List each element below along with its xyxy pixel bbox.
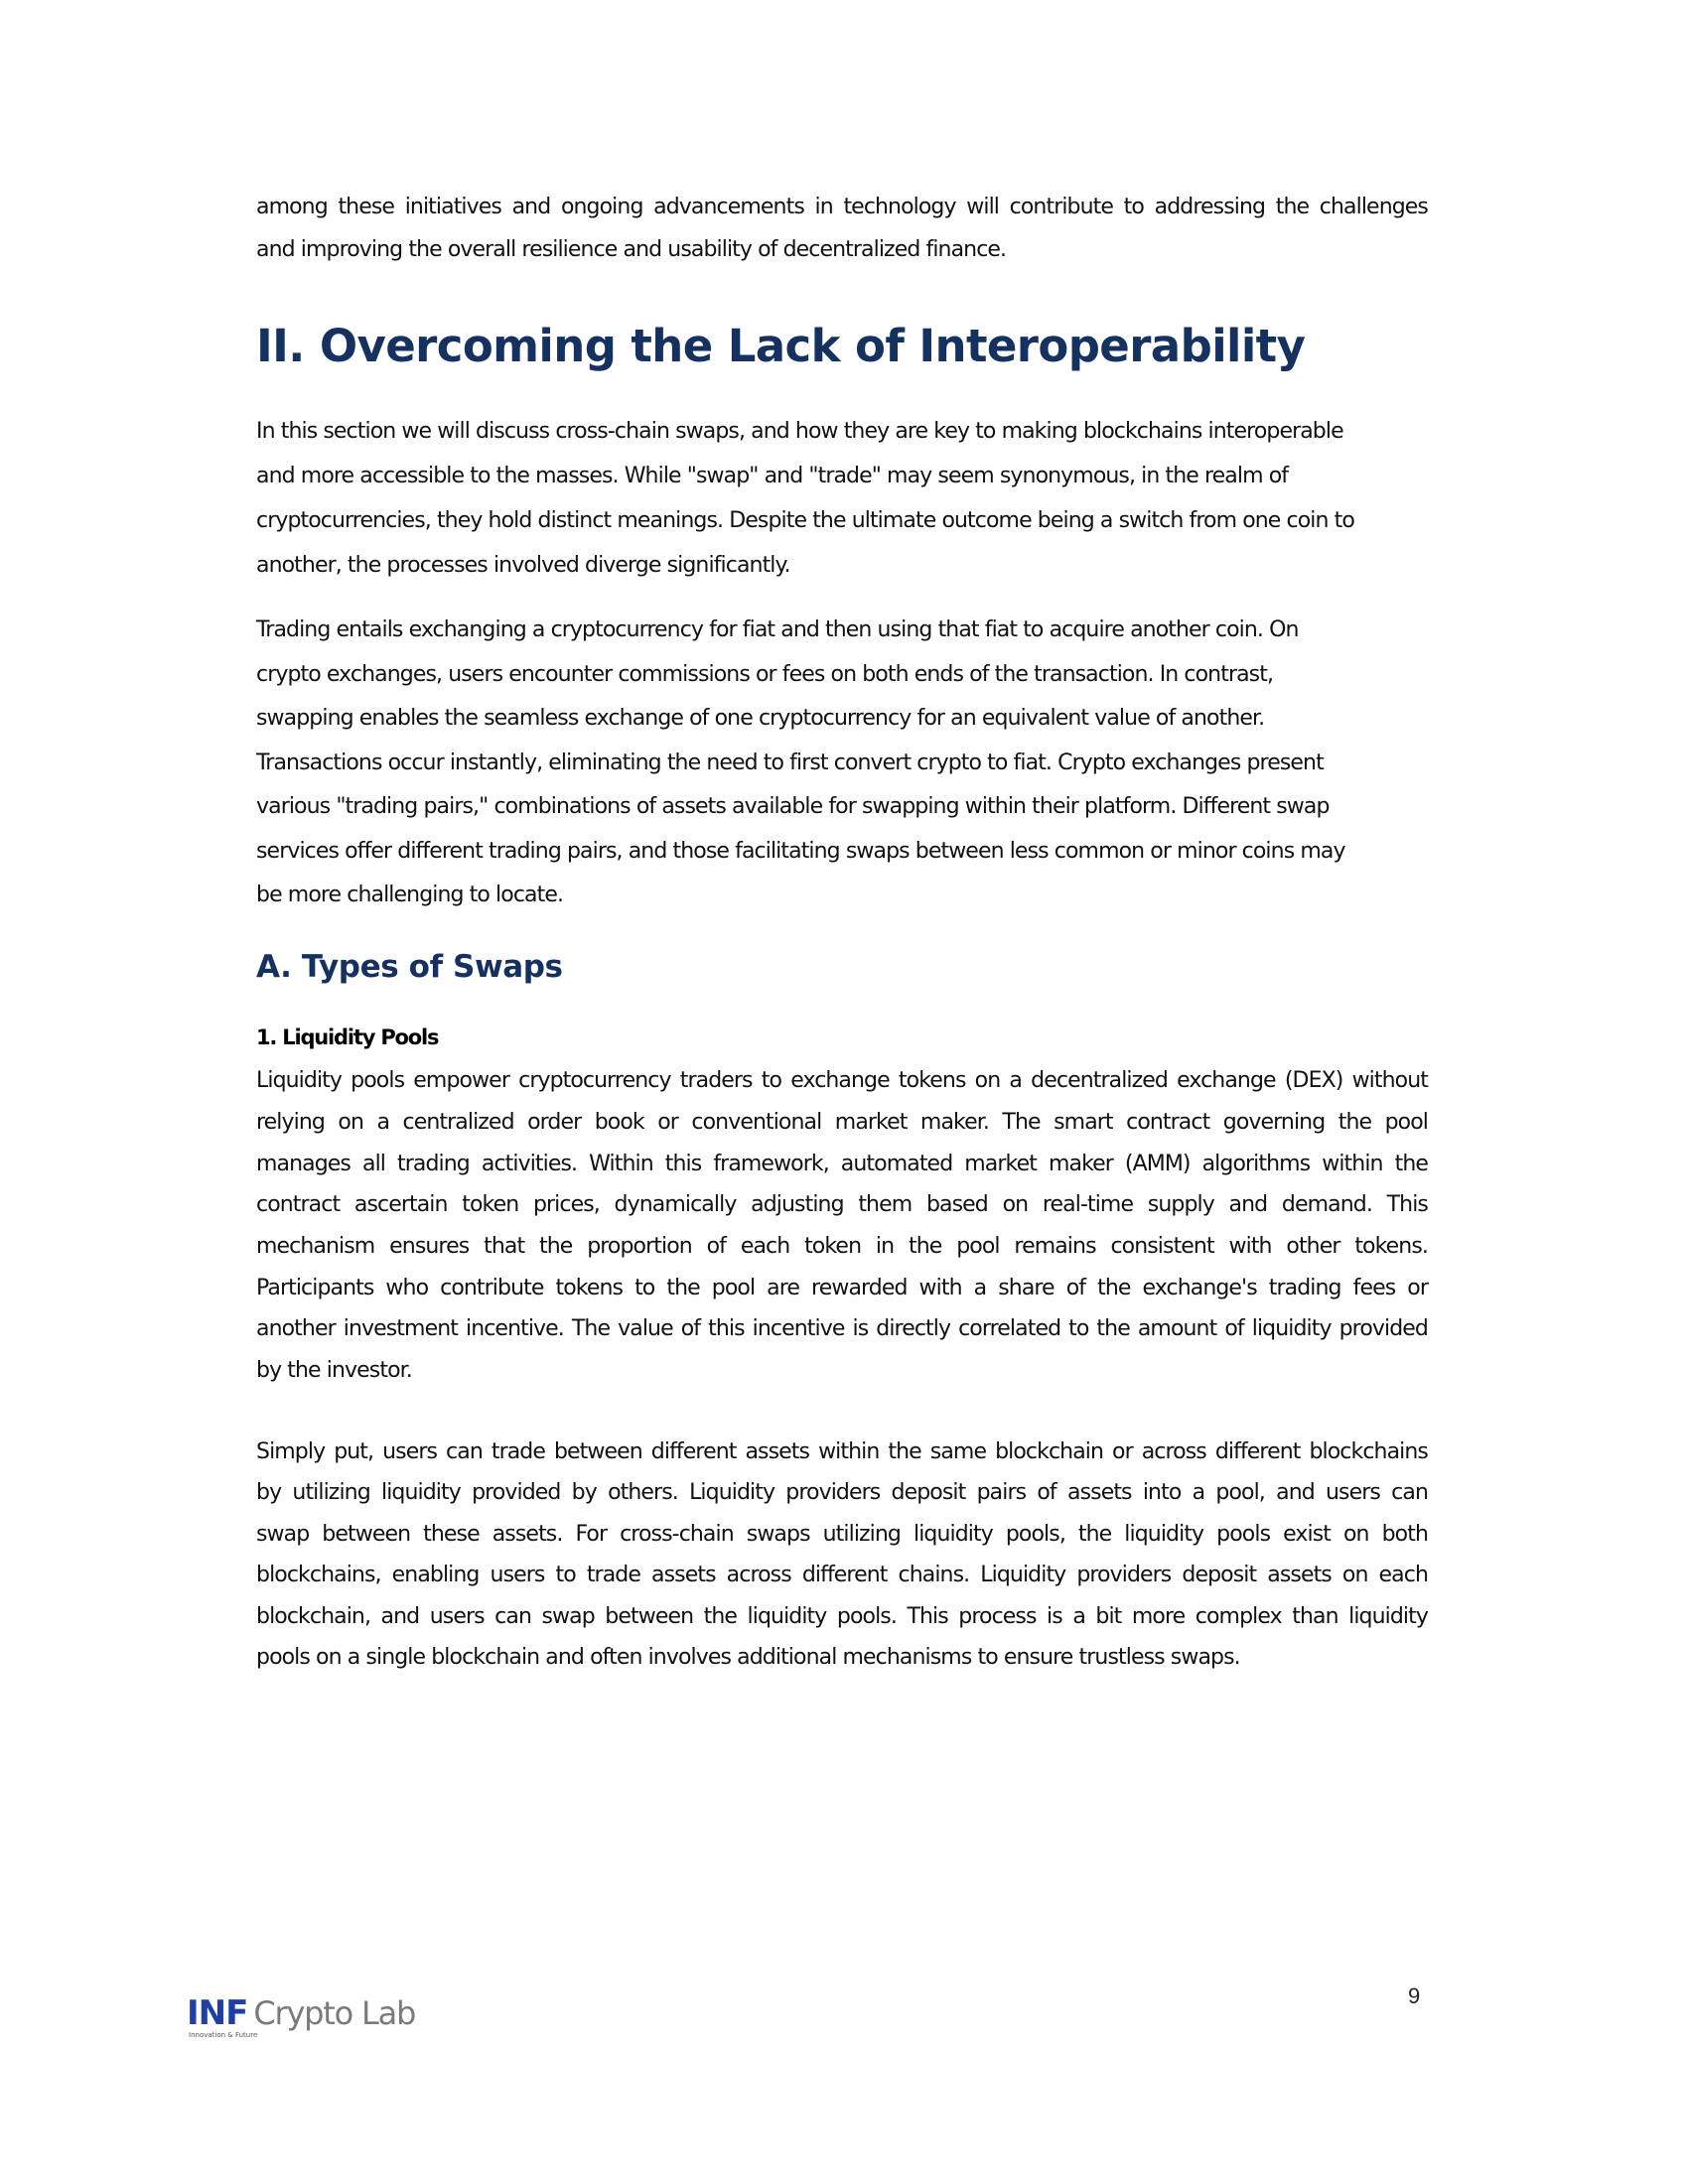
item-heading: 1. Liquidity Pools [256,1025,439,1049]
intro-line: and improving the overall resilience and usability of decentralized finance. [256,237,1007,262]
section-para1-line: cryptocurrencies, they hold distinct meanings. Despite the ultimate outcome being a switch from one coin to [256,508,1354,533]
section-para1-line: and more accessible to the masses. While "swap" and "trade" may seem synonymous, in the realm of [256,464,1289,488]
section-para1-line: another, the processes involved diverge significantly. [256,553,790,578]
section-para2-line: swapping enables the seamless exchange of one cryptocurrency for an equivalent value of another. [256,706,1265,731]
section-para2-line: Transactions occur instantly, eliminating the need to first convert crypto to fiat. Crypto exchanges present [256,751,1324,775]
section-heading: II. Overcoming the Lack of Interoperability [256,320,1306,372]
section-para2-line: crypto exchanges, users encounter commissions or fees on both ends of the transaction. In contrast, [256,662,1274,687]
liquidity-para1-line: Participants who contribute tokens to the pool are rewarded with a share of the exchange's trading fees or [256,1276,1428,1300]
logo-tagline: Innovation & Future [189,2031,258,2039]
section-para2-line: various "trading pairs," combinations of assets available for swapping within their platform. Different swap [256,794,1330,819]
inf-crypto-lab-logo [187,1993,416,2039]
section-para2-line: services offer different trading pairs, and those facilitating swaps between less common or minor coins may [256,839,1345,864]
liquidity-para1-line: relying on a centralized order book or conventional market maker. The smart contract governing the pool [256,1110,1428,1135]
section-para1-line: In this section we will discuss cross-chain swaps, and how they are key to making blockchains interoperable [256,419,1343,444]
section-para2-line: Trading entails exchanging a cryptocurrency for fiat and then using that fiat to acquire another coin. On [256,617,1299,642]
liquidity-para2-line: by utilizing liquidity provided by others. Liquidity providers deposit pairs of assets into a pool, and users can [256,1480,1428,1505]
page-number: 9 [1408,1983,1421,2008]
liquidity-para1-line: by the investor. [256,1358,412,1383]
logo-inf-text: INF [187,1993,248,2033]
intro-line: among these initiatives and ongoing advancements in technology will contribute to addressing the challenges [256,195,1428,219]
liquidity-para1-line: contract ascertain token prices, dynamically adjusting them based on real-time supply and demand. This [256,1192,1428,1217]
liquidity-para1-line: mechanism ensures that the proportion of each token in the pool remains consistent with other tokens. [256,1234,1428,1259]
liquidity-para2-line: swap between these assets. For cross-chain swaps utilizing liquidity pools, the liquidity pools exist on both [256,1522,1428,1547]
liquidity-para1-line: another investment incentive. The value of this incentive is directly correlated to the amount of liquidity provided [256,1316,1428,1341]
logo-crypto-lab-text: Crypto Lab [253,1994,416,2032]
subsection-heading: A. Types of Swaps [256,949,563,985]
liquidity-para2-line: blockchains, enabling users to trade assets across different chains. Liquidity providers deposit assets on each [256,1563,1428,1587]
liquidity-para2-line: pools on a single blockchain and often involves additional mechanisms to ensure trustless swaps. [256,1645,1240,1670]
liquidity-para1-line: manages all trading activities. Within this framework, automated market maker (AMM) algorithms within the [256,1152,1428,1176]
liquidity-para2-line: blockchain, and users can swap between the liquidity pools. This process is a bit more complex than liquidity [256,1604,1428,1629]
liquidity-para2-line: Simply put, users can trade between different assets within the same blockchain or across different blockchains [256,1439,1428,1464]
liquidity-para1-line: Liquidity pools empower cryptocurrency traders to exchange tokens on a decentralized exchange (DEX) without [256,1068,1428,1093]
section-para2-line: be more challenging to locate. [256,883,564,907]
